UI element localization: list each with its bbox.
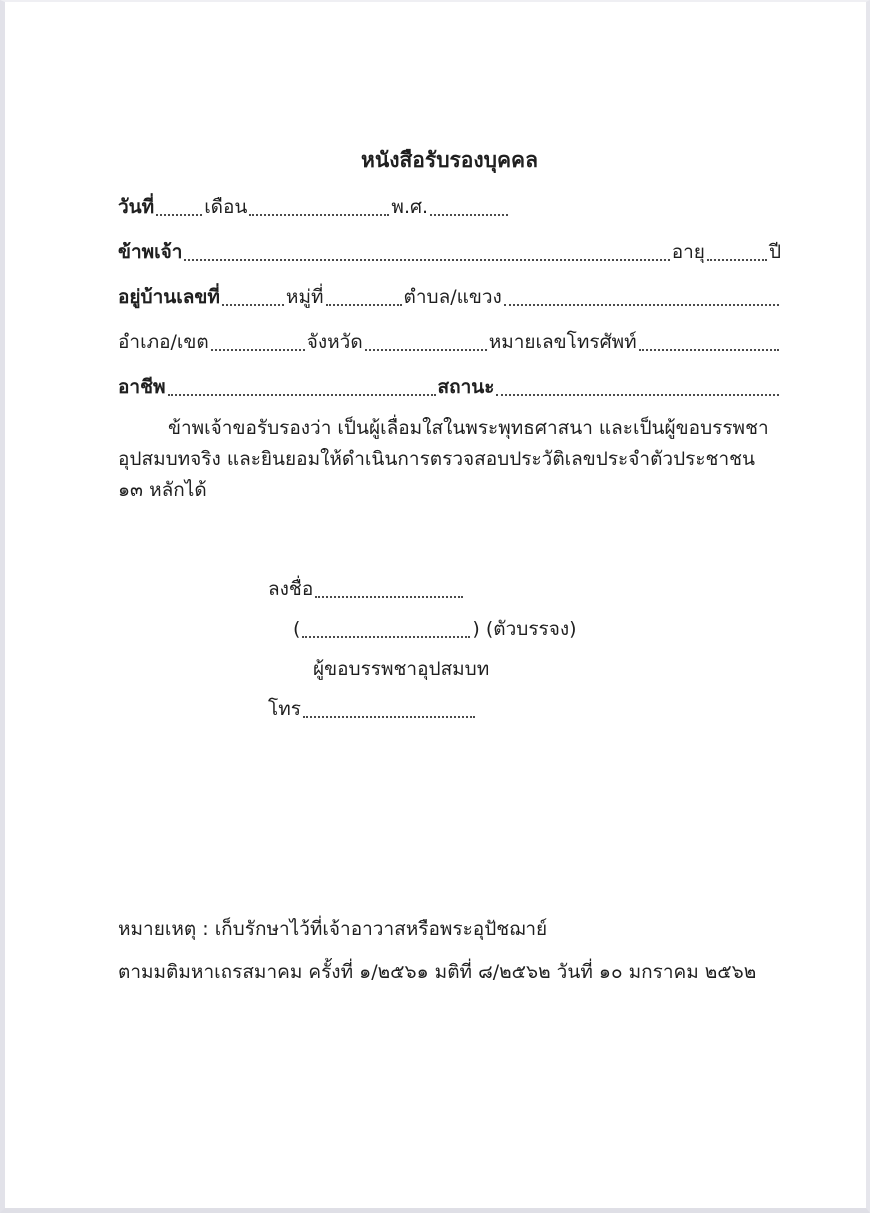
form-line-address	[118, 284, 781, 310]
tel-line	[268, 696, 781, 722]
declarant-label: ข้าพเจ้า	[118, 241, 183, 263]
occupation-label: อาชีพ	[118, 376, 166, 398]
district-blank-field	[211, 349, 305, 351]
form-line-district	[118, 329, 781, 355]
occupation-blank-field	[168, 394, 436, 396]
paren-open: (	[293, 618, 301, 640]
subdistrict-label: ตำบล/แขวง	[403, 286, 502, 308]
age-blank-field	[707, 259, 767, 261]
moo-blank-field	[326, 304, 402, 306]
age-unit-label: ปี	[768, 241, 781, 263]
signature-block	[118, 576, 781, 722]
district-label: อำเภอ/เขต	[118, 331, 209, 353]
moo-label: หมู่ที่	[285, 286, 324, 308]
signature-blank-field	[315, 596, 463, 598]
footer-reference: ตามมติมหาเถรสมาคม ครั้งที่ ๑/๒๕๖๑ มติที่ ๘/๒๕๖๒ วันที่ ๑๐ มกราคม ๒๕๖๒	[118, 961, 757, 983]
date-label: วันที่	[118, 196, 155, 218]
signer-role-label: ผู้ขอบรรพชาอุปสมบท	[313, 658, 490, 680]
document-title: หนังสือรับรองบุคคล	[361, 148, 538, 172]
house-no-label: อยู่บ้านเลขที่	[118, 286, 220, 308]
house-no-blank-field	[222, 304, 284, 306]
status-blank-field	[496, 394, 779, 396]
tel-label: โทร	[268, 698, 301, 720]
certification-statement: ข้าพเจ้าขอรับรองว่า เป็นผู้เลื่อมใสในพระพุทธศาสนา และเป็นผู้ขอบรรพชาอุปสมบทจริง และยินยอมให้ดำเนินการตรวจสอบประวัติเลขประจำตัวประชาชน ๑๓ หลักได้	[118, 417, 769, 501]
date-blank-field	[156, 214, 202, 216]
age-label: อายุ	[671, 241, 705, 263]
printed-name-blank-field	[302, 636, 470, 638]
subdistrict-blank-field	[504, 304, 779, 306]
phone-label: หมายเลขโทรศัพท์	[488, 331, 637, 353]
paren-close: )	[472, 618, 480, 640]
month-label: เดือน	[204, 196, 248, 218]
year-label: พ.ศ.	[391, 196, 429, 218]
province-label: จังหวัด	[306, 331, 363, 353]
document-content	[5, 145, 866, 985]
phone-blank-field	[639, 349, 779, 351]
footer-note: หมายเหตุ : เก็บรักษาไว้ที่เจ้าอาวาสหรือพระอุปัชฌาย์	[118, 918, 548, 940]
tel-blank-field	[303, 716, 475, 718]
form-line-date	[118, 194, 781, 220]
signature-line	[268, 576, 781, 602]
name-blank-field	[184, 259, 669, 261]
form-line-occupation	[118, 374, 781, 400]
printed-name-line	[293, 616, 781, 642]
sign-label: ลงชื่อ	[268, 578, 314, 600]
status-label: สถานะ	[437, 376, 495, 398]
month-blank-field	[249, 214, 389, 216]
signer-role-line	[313, 656, 781, 682]
block-letters-label: (ตัวบรรจง)	[485, 618, 577, 640]
province-blank-field	[365, 349, 487, 351]
form-line-declarant	[118, 239, 781, 265]
year-blank-field	[430, 214, 508, 216]
